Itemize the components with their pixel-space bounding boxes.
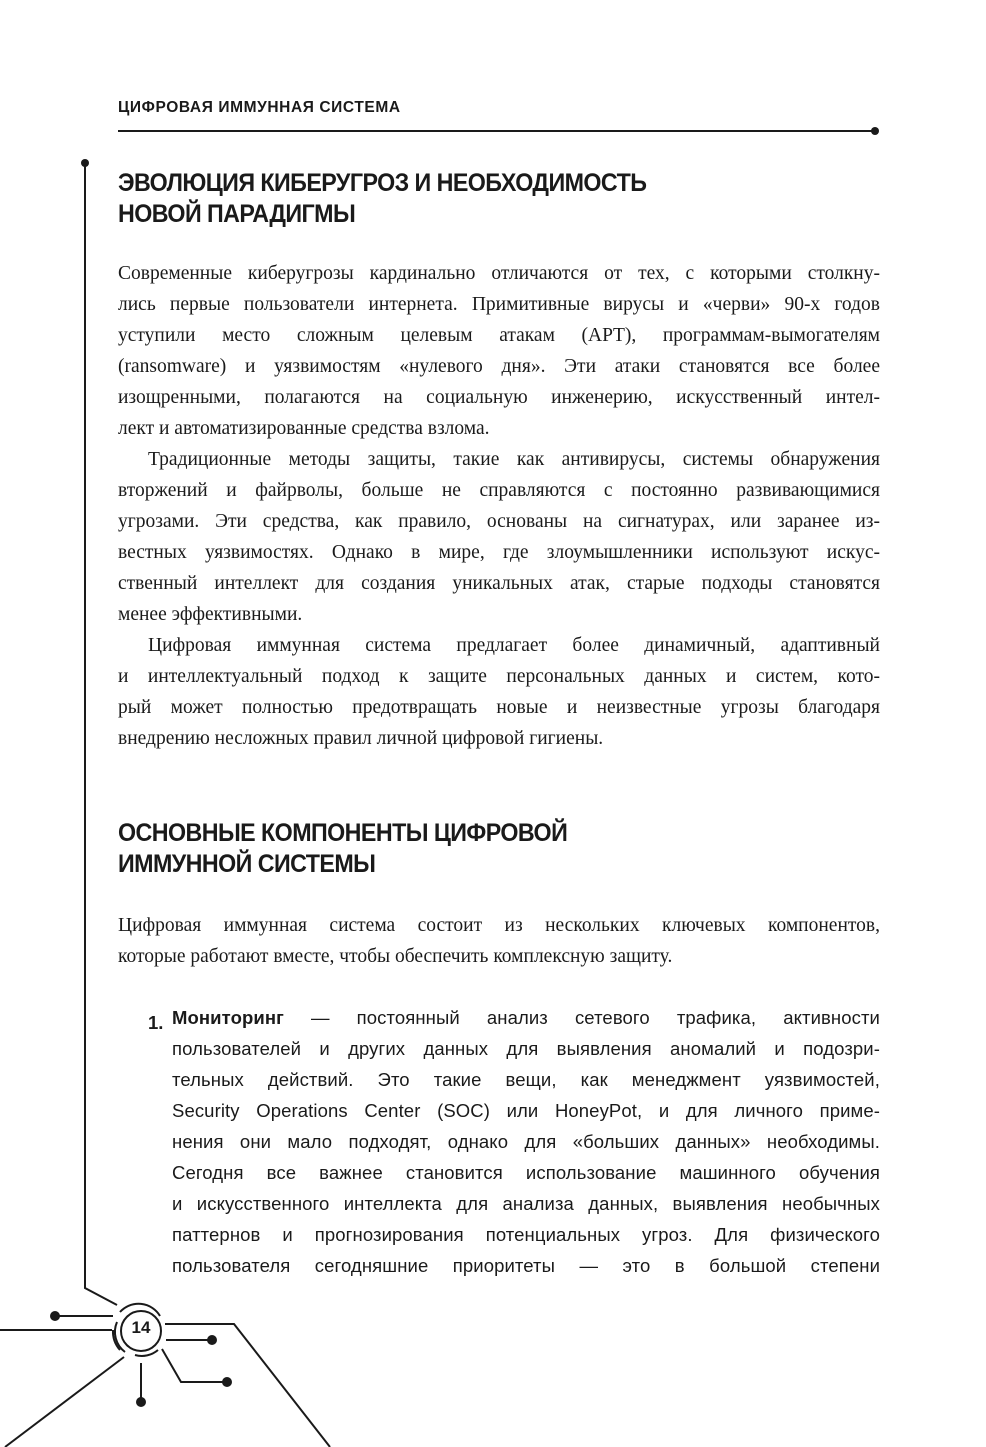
text-line: и искусственного интеллекта для анализа данных, выявления необычных	[172, 1193, 880, 1214]
text-line: Традиционные методы защиты, такие как антивирусы, системы обнаружения	[148, 449, 880, 470]
section-heading	[118, 168, 646, 230]
text-line: угрозами. Эти средства, как правило, основаны на сигнатурах, или заранее из-	[118, 511, 880, 532]
heading-line: ИММУННОЙ СИСТЕМЫ	[118, 850, 376, 878]
text-line: лись первые пользователи интернета. Примитивные вирусы и «черви» 90-х годов	[118, 294, 880, 315]
text-line: изощренными, полагаются на социальную инженерию, искусственный интел-	[118, 387, 880, 408]
heading-line: ЭВОЛЮЦИЯ КИБЕРУГРОЗ И НЕОБХОДИМОСТЬ	[118, 169, 647, 197]
text-line: вторжений и файрволы, больше не справляются с постоянно развивающимися	[118, 480, 880, 501]
list-line	[172, 1007, 880, 1038]
running-head: ЦИФРОВАЯ ИММУННАЯ СИСТЕМА	[118, 99, 401, 116]
heading-line: ОСНОВНЫЕ КОМПОНЕНТЫ ЦИФРОВОЙ	[118, 819, 568, 847]
text-line: рый может полностью предотвращать новые и неизвестные угрозы благодаря	[118, 697, 880, 718]
text-line: Современные киберугрозы кардинально отличаются от тех, с которыми столкну-	[118, 263, 880, 284]
text-line: тельных действий. Это такие вещи, как менеджмент уязвимостей,	[172, 1069, 880, 1090]
text-line: вестных уязвимостях. Однако в мире, где злоумышленники используют искус-	[118, 542, 880, 563]
text-line: Цифровая иммунная система состоит из нескольких ключевых компонентов,	[118, 915, 880, 936]
text-line: которые работают вместе, чтобы обеспечить комплексную защиту.	[118, 946, 673, 967]
list-term: Мониторинг	[172, 1007, 284, 1028]
text-line: внедрению несложных правил личной цифровой гигиены.	[118, 728, 604, 749]
list-item	[172, 1007, 880, 1286]
page-number: 14	[131, 1318, 151, 1337]
text-line: нения они мало подходят, однако для «больших данных» необходимы.	[172, 1131, 880, 1152]
list-number: 1.	[148, 1012, 164, 1033]
text-line: Сегодня все важнее становится использование машинного обучения	[172, 1162, 880, 1183]
text-line: Цифровая иммунная система предлагает более динамичный, адаптивный	[148, 635, 880, 656]
text-line: Security Operations Center (SOC) или HoneyPot, и для личного приме-	[172, 1100, 880, 1121]
text-line: ственный интеллект для создания уникальных атак, старые подходы становятся	[118, 573, 880, 594]
body-text	[118, 263, 880, 759]
text-line: (ransomware) и уязвимостям «нулевого дня». Эти атаки становятся все более	[118, 356, 880, 377]
text-line: паттернов и прогнозирования потенциальных угроз. Для физического	[172, 1224, 880, 1245]
intro-paragraph	[118, 915, 880, 977]
text-line: менее эффективными.	[118, 604, 303, 625]
text-line: лект и автоматизированные средства взлома.	[118, 418, 490, 439]
text-line: пользователя сегодняшние приоритеты — это в большой степени	[172, 1255, 880, 1276]
text-line: уступили место сложным целевым атакам (APT), программам-вымогателям	[118, 325, 880, 346]
text-line: пользователей и других данных для выявления аномалий и подозри-	[172, 1038, 880, 1059]
text-line: и интеллектуальный подход к защите персональных данных и систем, кото-	[118, 666, 880, 687]
section-heading	[118, 818, 567, 880]
list-text: — постоянный анализ сетевого трафика, активности	[283, 1007, 880, 1028]
heading-line: НОВОЙ ПАРАДИГМЫ	[118, 200, 356, 228]
